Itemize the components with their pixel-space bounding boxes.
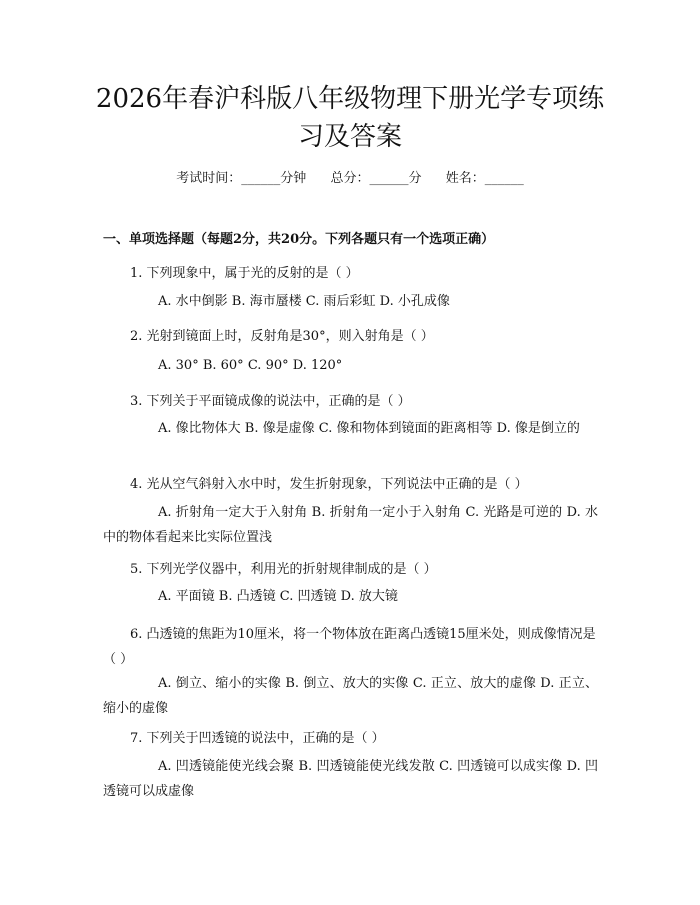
- question-4: 4. 光从空气斜射入水中时，发生折射现象，下列说法中正确的是（ ）: [130, 477, 528, 492]
- total-score-field: 总分：______分: [330, 171, 422, 186]
- section-heading: 一、单项选择题（每题2分，共20分。下列各题只有一个选项正确）: [103, 232, 495, 247]
- question-3: 3. 下列关于平面镜成像的说法中，正确的是（ ）: [130, 394, 411, 409]
- question-2: 2. 光射到镜面上时，反射角是30°，则入射角是（ ）: [130, 329, 434, 344]
- student-name-field: 姓名：______: [445, 171, 524, 186]
- question-1-options: A. 水中倒影 B. 海市蜃楼 C. 雨后彩虹 D. 小孔成像: [158, 294, 450, 309]
- question-6: 6. 凸透镜的焦距为10厘米，将一个物体放在距离凸透镜15厘米处，则成像情况是（ ）: [103, 627, 596, 667]
- question-6-options: A. 倒立、缩小的实像 B. 倒立、放大的实像 C. 正立、放大的虚像 D. 正立、缩小的虚像: [103, 676, 598, 716]
- exam-meta: [0, 167, 700, 186]
- question-4-options: A. 折射角一定大于入射角 B. 折射角一定小于入射角 C. 光路是可逆的 D. 水中的物体看起来比实际位置浅: [103, 505, 598, 545]
- question-1: 1. 下列现象中，属于光的反射的是（ ）: [130, 266, 359, 281]
- page-title: 2026年春沪科版八年级物理下册光学专项练习及答案: [95, 84, 605, 152]
- question-7: 7. 下列关于凹透镜的说法中，正确的是（ ）: [130, 731, 385, 746]
- question-3-options: A. 像比物体大 B. 像是虚像 C. 像和物体到镜面的距离相等 D. 像是倒立的: [158, 421, 580, 436]
- question-5-options: A. 平面镜 B. 凸透镜 C. 凹透镜 D. 放大镜: [158, 589, 398, 604]
- question-5: 5. 下列光学仪器中，利用光的折射规律制成的是（ ）: [130, 562, 437, 577]
- question-7-options: A. 凹透镜能使光线会聚 B. 凹透镜能使光线发散 C. 凹透镜可以成实像 D. 凹透镜可以成虚像: [103, 759, 598, 799]
- exam-time-field: 考试时间：______分钟: [176, 171, 307, 186]
- question-2-options: A. 30° B. 60° C. 90° D. 120°: [158, 358, 343, 373]
